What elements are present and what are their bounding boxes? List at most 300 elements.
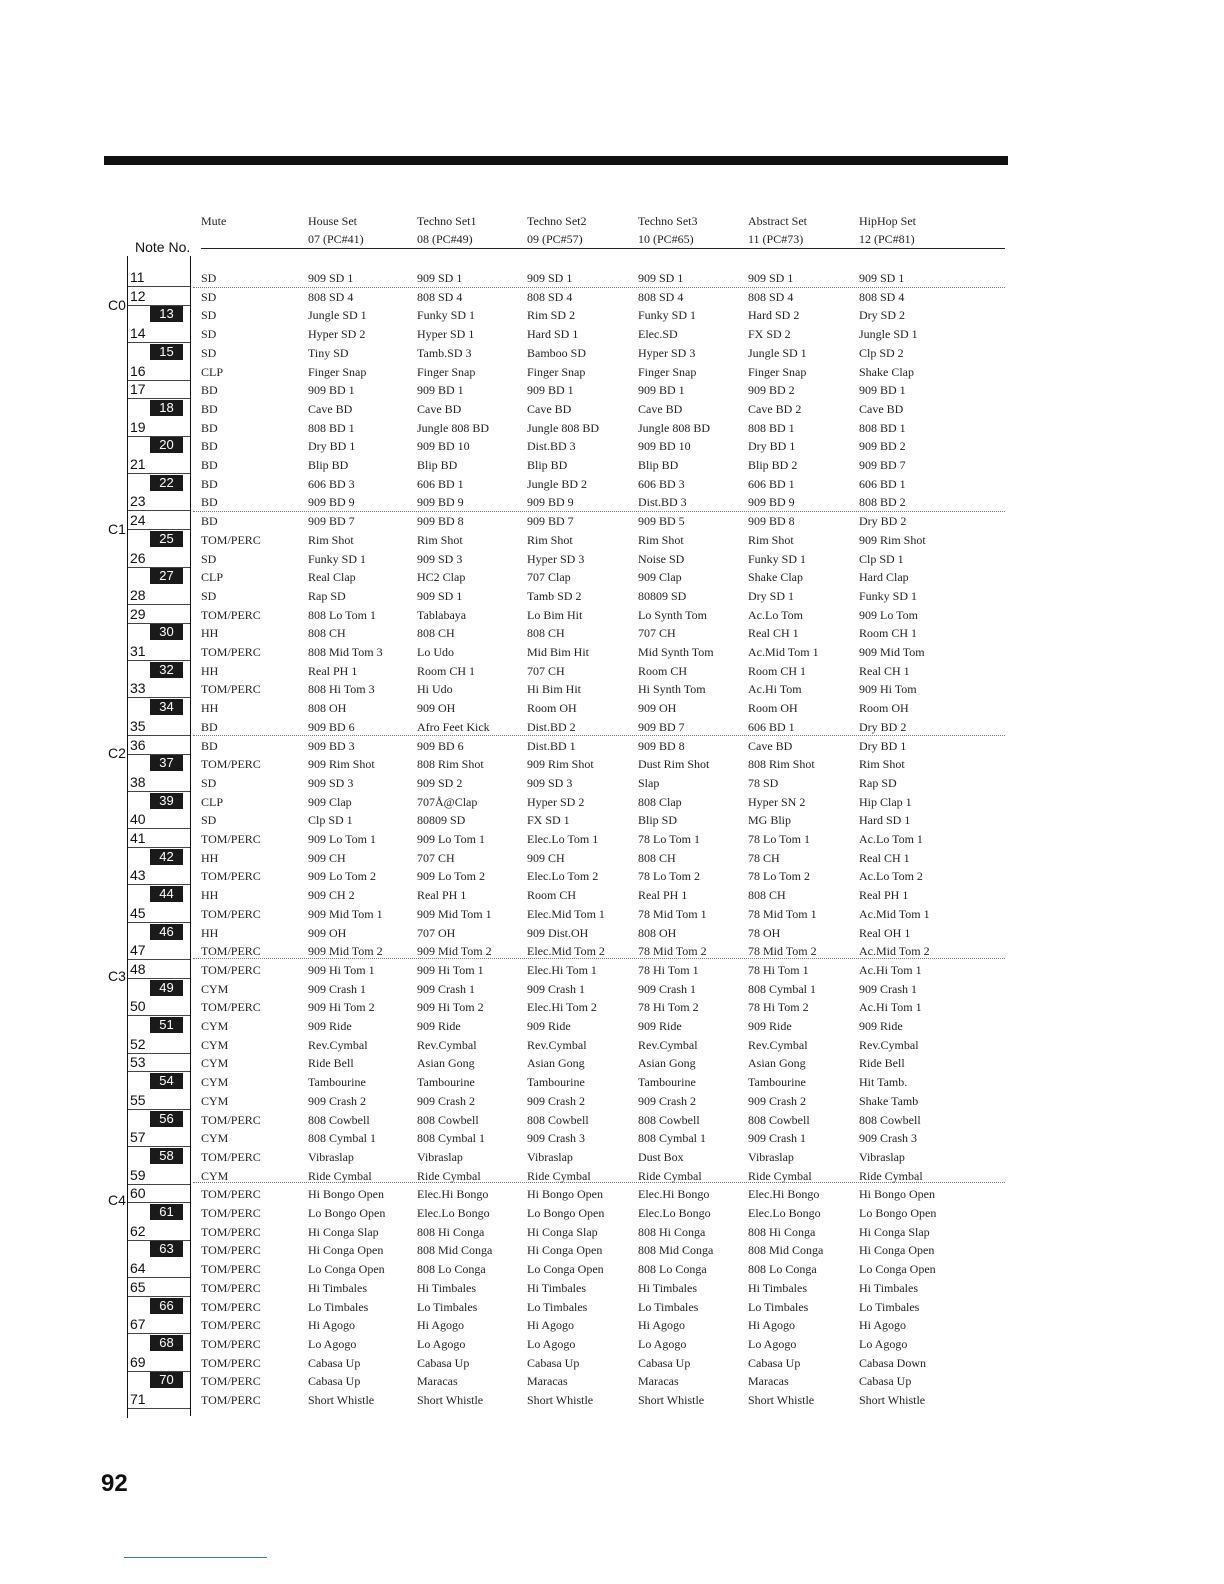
sound-cell: 78 Lo Tom 2 <box>638 869 700 884</box>
mute-group-cell: CYM <box>201 1075 229 1090</box>
sound-cell: 808 Mid Tom 3 <box>308 645 383 659</box>
sound-cell: 78 Mid Tom 2 <box>748 944 817 959</box>
sound-cell: Mid Synth Tom <box>638 645 714 659</box>
white-key-note-number: 24 <box>130 512 146 529</box>
white-key-note-number: 21 <box>130 456 146 472</box>
table-row <box>0 997 1224 1016</box>
sound-cell: 909 Crash 1 <box>859 981 917 996</box>
sound-cell: Hi Timbales <box>417 1280 477 1295</box>
white-key-note-number: 36 <box>130 736 146 753</box>
sound-cell: 909 Hi Tom 1 <box>308 962 375 977</box>
sound-cell: 909 Lo Tom 1 <box>308 832 376 846</box>
sound-cell: 707 Clap <box>527 570 571 585</box>
table-row <box>0 810 1224 829</box>
white-key-note-number: 19 <box>130 418 146 435</box>
table-row <box>0 792 1224 811</box>
white-key-note-number: 40 <box>130 811 146 828</box>
sound-cell: 909 BD 7 <box>308 514 355 529</box>
sound-cell: Lo Agogo <box>308 1336 357 1351</box>
sound-cell: Blip BD 2 <box>748 458 798 472</box>
sound-cell: Rim Shot <box>308 532 354 547</box>
sound-cell: Elec.Lo Tom 1 <box>527 832 599 846</box>
sound-cell: Ride Cymbal <box>527 1168 591 1183</box>
sound-cell: 808 OH <box>308 701 347 716</box>
table-row <box>0 474 1224 493</box>
sound-cell: Hi Conga Slap <box>308 1224 379 1239</box>
white-key-note-number: 50 <box>130 998 146 1015</box>
sound-cell: Hi Bongo Open <box>308 1187 384 1202</box>
sound-cell: Ride Cymbal <box>859 1168 923 1183</box>
sound-cell: 909 Crash 1 <box>527 981 585 996</box>
sound-cell: Hyper SD 3 <box>527 551 585 566</box>
sound-cell: Dry BD 1 <box>748 439 796 454</box>
sound-cell: Lo Timbales <box>308 1299 369 1314</box>
mute-group-cell: TOM/PERC <box>201 1112 261 1127</box>
sound-cell: Ride Bell <box>308 1056 354 1071</box>
table-row <box>0 1147 1224 1166</box>
sound-cell: Hard SD 1 <box>527 327 579 342</box>
sound-cell: Funky SD 1 <box>638 308 697 323</box>
table-row <box>0 1278 1224 1297</box>
sound-cell: Dry BD 2 <box>859 719 907 734</box>
table-row <box>0 586 1224 605</box>
sound-cell: 808 SD 4 <box>417 289 463 304</box>
mute-group-cell: CYM <box>201 1037 229 1052</box>
table-row <box>0 436 1224 455</box>
sound-cell: Dust Rim Shot <box>638 757 710 772</box>
mute-group-cell: CYM <box>201 981 229 996</box>
mute-group-cell: SD <box>201 588 217 603</box>
sound-cell: Cabasa Up <box>748 1355 801 1370</box>
header-col-hiphop-set: HipHop Set 12 (PC#81) <box>859 214 916 246</box>
sound-cell: 808 Mid Conga <box>748 1243 824 1258</box>
table-row <box>0 343 1224 362</box>
sound-cell: Rim Shot <box>859 757 905 772</box>
sound-cell: Rim Shot <box>748 532 794 547</box>
sound-cell: 808 SD 4 <box>748 289 794 304</box>
white-key-note-number: 31 <box>130 643 146 659</box>
black-key-note-number: 18 <box>150 400 183 416</box>
sound-cell: Ride Cymbal <box>308 1168 372 1183</box>
sound-cell: 909 BD 9 <box>308 495 355 510</box>
mute-group-cell: HH <box>201 663 219 678</box>
mute-group-cell: BD <box>201 495 218 510</box>
white-key-note-number: 12 <box>130 287 146 304</box>
sound-cell: Dist.BD 2 <box>527 719 576 734</box>
sound-cell: Afro Feet Kick <box>417 719 490 734</box>
mute-group-cell: TOM/PERC <box>201 962 261 977</box>
sound-cell: Real PH 1 <box>859 888 909 903</box>
sound-cell: Hi Agogo <box>527 1318 575 1333</box>
table-row <box>0 1390 1224 1409</box>
sound-cell: 909 Crash 2 <box>417 1093 475 1108</box>
sound-cell: 909 BD 1 <box>417 383 464 398</box>
table-row <box>0 268 1224 287</box>
sound-cell: Asian Gong <box>527 1056 585 1071</box>
sound-cell: Hyper SD 3 <box>638 345 696 360</box>
sound-cell: Room CH 1 <box>748 663 807 678</box>
octave-label-c0: C0 <box>108 297 126 313</box>
table-row <box>0 866 1224 885</box>
mute-group-cell: SD <box>201 327 217 342</box>
sound-cell: Lo Timbales <box>638 1299 699 1314</box>
mute-group-cell: TOM/PERC <box>201 832 261 846</box>
sound-cell: Lo Conga Open <box>859 1262 936 1277</box>
sound-cell: Real PH 1 <box>308 663 358 678</box>
mute-group-cell: SD <box>201 289 217 304</box>
sound-cell: 606 BD 1 <box>417 476 464 491</box>
sound-cell: 909 Mid Tom 2 <box>308 944 383 959</box>
sound-cell: 707 CH <box>638 626 676 641</box>
sound-cell: 909 Crash 1 <box>638 981 696 996</box>
mute-group-cell: TOM/PERC <box>201 1149 261 1164</box>
sound-cell: 808 Hi Conga <box>417 1224 485 1239</box>
sound-cell: 909 SD 3 <box>308 775 354 790</box>
table-row <box>0 960 1224 979</box>
mute-group-cell: SD <box>201 551 217 566</box>
sound-cell: 909 Hi Tom <box>859 682 917 697</box>
black-key-note-number: 39 <box>150 793 183 809</box>
sound-cell: Lo Agogo <box>859 1336 908 1351</box>
mute-group-cell: BD <box>201 476 218 491</box>
black-key-note-number: 25 <box>150 531 183 547</box>
sound-cell: Tambourine <box>638 1075 696 1090</box>
sound-cell: Elec.Hi Bongo <box>417 1187 489 1202</box>
mute-group-cell: TOM/PERC <box>201 1318 261 1333</box>
sound-cell: 909 BD 6 <box>417 738 464 753</box>
sound-cell: Cave BD <box>748 738 793 753</box>
sound-cell: 909 SD 3 <box>417 551 463 566</box>
sound-cell: 909 BD 1 <box>527 383 574 398</box>
sound-cell: Vibraslap <box>417 1149 463 1164</box>
mute-group-cell: TOM/PERC <box>201 1262 261 1277</box>
mute-group-cell: TOM/PERC <box>201 1187 261 1202</box>
octave-label-c4: C4 <box>108 1192 126 1208</box>
sound-cell: 606 BD 3 <box>308 476 355 491</box>
sound-cell: Hi Conga Slap <box>859 1224 930 1239</box>
sound-cell: Real CH 1 <box>859 850 910 865</box>
table-row <box>0 399 1224 418</box>
sound-cell: 808 Cymbal 1 <box>748 981 816 996</box>
mute-group-cell: CYM <box>201 1093 229 1108</box>
sound-cell: 808 SD 4 <box>308 289 354 304</box>
sound-cell: Room OH <box>859 701 909 716</box>
sound-cell: Hard Clap <box>859 570 909 585</box>
sound-cell: Elec.Hi Bongo <box>748 1187 820 1202</box>
sound-cell: Lo Bongo Open <box>308 1206 386 1220</box>
sound-cell: 808 CH <box>308 626 346 641</box>
sound-cell: Real Clap <box>308 570 356 585</box>
sound-cell: 808 Clap <box>638 794 682 809</box>
sound-cell: Slap <box>638 775 660 790</box>
black-key-note-number: 56 <box>150 1111 183 1127</box>
sound-cell: Cave BD <box>308 401 353 416</box>
white-key-note-number: 35 <box>130 717 146 734</box>
mute-group-cell: TOM/PERC <box>201 906 261 921</box>
sound-cell: 909 Clap <box>638 570 682 585</box>
sound-cell: Vibraslap <box>308 1149 354 1164</box>
sound-cell: 808 Hi Tom 3 <box>308 682 375 697</box>
sound-cell: 909 Hi Tom 2 <box>308 1000 375 1015</box>
sound-cell: 606 BD 3 <box>638 476 685 491</box>
mute-group-cell: BD <box>201 383 218 398</box>
sound-cell: 808 Cowbell <box>417 1112 479 1127</box>
black-key-note-number: 37 <box>150 755 183 771</box>
sound-cell: Dust Box <box>638 1149 684 1164</box>
white-key-note-number: 57 <box>130 1129 146 1146</box>
sound-cell: 78 Lo Tom 1 <box>748 832 810 846</box>
sound-cell: Asian Gong <box>417 1056 475 1071</box>
sound-cell: Finger Snap <box>638 364 697 379</box>
sound-cell: Hi Bim Hit <box>527 682 582 697</box>
black-key-note-number: 58 <box>150 1148 183 1164</box>
table-row <box>0 623 1224 642</box>
sound-cell: Ac.Hi Tom 1 <box>859 962 922 977</box>
black-key-note-number: 30 <box>150 624 183 640</box>
sound-cell: Room OH <box>527 701 577 716</box>
sound-cell: 909 Crash 2 <box>748 1093 806 1108</box>
sound-cell: Jungle BD 2 <box>527 476 587 491</box>
white-key-note-number: 47 <box>130 942 146 959</box>
sound-cell: Elec.Mid Tom 2 <box>527 944 605 959</box>
sound-cell: Rap SD <box>308 588 346 603</box>
mute-group-cell: TOM/PERC <box>201 1374 261 1389</box>
sound-cell: 909 Mid Tom 1 <box>308 906 383 921</box>
sound-cell: Mid Bim Hit <box>527 645 590 659</box>
white-key-note-number: 11 <box>130 269 145 285</box>
sound-cell: Ride Bell <box>859 1056 905 1071</box>
sound-cell: Elec.Lo Bongo <box>417 1206 490 1220</box>
sound-cell: 78 Hi Tom 1 <box>748 962 809 977</box>
sound-cell: Rev.Cymbal <box>308 1037 368 1052</box>
sound-cell: Cave BD <box>417 401 462 416</box>
sound-cell: 707 CH <box>417 850 455 865</box>
table-row <box>0 829 1224 848</box>
mute-group-cell: TOM/PERC <box>201 1336 261 1351</box>
table-row <box>0 717 1224 736</box>
sound-cell: 707Å@Clap <box>417 794 478 809</box>
sound-cell: 808 BD 2 <box>859 495 906 510</box>
mute-group-cell: SD <box>201 775 217 790</box>
sound-cell: 78 OH <box>748 925 781 940</box>
table-row <box>0 1353 1224 1372</box>
sound-cell: Cabasa Up <box>527 1355 580 1370</box>
sound-cell: 808 Lo Conga <box>638 1262 707 1277</box>
sound-cell: Shake Clap <box>748 570 803 585</box>
white-key-note-number: 67 <box>130 1316 146 1333</box>
sound-cell: 808 Cowbell <box>308 1112 370 1127</box>
white-key-note-number: 16 <box>130 362 146 379</box>
black-key-note-number: 32 <box>150 662 183 678</box>
table-row <box>0 418 1224 437</box>
sound-cell: 909 Ride <box>859 1019 903 1033</box>
black-key-note-number: 46 <box>150 924 183 940</box>
mute-group-cell: TOM/PERC <box>201 1000 261 1015</box>
white-key-note-number: 60 <box>130 1185 146 1202</box>
white-key-note-number: 41 <box>130 830 146 846</box>
sound-cell: Hard SD 1 <box>859 813 911 828</box>
sound-cell: 909 SD 1 <box>748 271 794 285</box>
table-row <box>0 324 1224 343</box>
sound-cell: Bamboo SD <box>527 345 587 360</box>
black-key-note-number: 49 <box>150 980 183 996</box>
sound-cell: Elec.Lo Bongo <box>748 1206 821 1220</box>
table-row <box>0 1166 1224 1185</box>
sound-cell: 909 Mid Tom 1 <box>417 906 492 921</box>
sound-cell: Rim SD 2 <box>527 308 576 323</box>
sound-cell: 707 OH <box>417 925 456 940</box>
sound-cell: 909 SD 1 <box>859 271 905 285</box>
sound-cell: 909 Crash 2 <box>527 1093 585 1108</box>
sound-cell: 78 Lo Tom 1 <box>638 832 700 846</box>
mute-group-cell: BD <box>201 401 218 416</box>
black-key-note-number: 68 <box>150 1335 183 1351</box>
sound-cell: Real PH 1 <box>417 888 467 903</box>
sound-cell: Elec.Lo Tom 2 <box>527 869 599 884</box>
table-row <box>0 1072 1224 1091</box>
sound-cell: Rap SD <box>859 775 897 790</box>
sound-cell: Finger Snap <box>748 364 807 379</box>
sound-cell: Rev.Cymbal <box>527 1037 587 1052</box>
sound-cell: 909 Hi Tom 1 <box>417 962 484 977</box>
mute-group-cell: TOM/PERC <box>201 532 261 547</box>
sound-cell: 909 Crash 1 <box>417 981 475 996</box>
sound-cell: 78 Lo Tom 2 <box>748 869 810 884</box>
sound-cell: Ride Cymbal <box>417 1168 481 1183</box>
sound-cell: Room OH <box>748 701 798 716</box>
sound-cell: Jungle 808 BD <box>527 420 599 435</box>
sound-cell: Lo Bongo Open <box>527 1206 605 1220</box>
sound-cell: Clp SD 1 <box>308 813 353 828</box>
sound-cell: 808 SD 4 <box>527 289 573 304</box>
table-row <box>0 1110 1224 1129</box>
sound-cell: 78 Mid Tom 2 <box>638 944 707 959</box>
sound-cell: Real PH 1 <box>638 888 688 903</box>
sound-cell: Dry SD 2 <box>859 308 906 323</box>
sound-cell: Tambourine <box>748 1075 806 1090</box>
table-row <box>0 549 1224 568</box>
sound-cell: Tambourine <box>308 1075 366 1090</box>
sound-cell: 909 Lo Tom 2 <box>417 869 485 884</box>
sound-cell: Hi Udo <box>417 682 453 697</box>
table-row <box>0 1016 1224 1035</box>
sound-cell: Cave BD <box>859 401 904 416</box>
sound-cell: Finger Snap <box>527 364 586 379</box>
sound-cell: 909 Lo Tom 1 <box>417 832 485 846</box>
black-key-note-number: 20 <box>150 437 183 453</box>
mute-group-cell: BD <box>201 420 218 435</box>
sound-cell: 808 Lo Conga <box>417 1262 486 1277</box>
white-key-note-number: 55 <box>130 1091 146 1108</box>
sound-cell: Dist.BD 3 <box>527 439 576 454</box>
table-row <box>0 1334 1224 1353</box>
sound-cell: 909 BD 7 <box>638 719 685 734</box>
sound-cell: 909 Ride <box>308 1019 352 1033</box>
sound-cell: Lo Timbales <box>417 1299 478 1314</box>
sound-cell: Lo Bim Hit <box>527 607 583 622</box>
sound-cell: Maracas <box>527 1374 568 1389</box>
mute-group-cell: CYM <box>201 1168 229 1183</box>
mute-group-cell: HH <box>201 850 219 865</box>
sound-cell: Ac.Lo Tom <box>748 607 803 622</box>
sound-cell: Cabasa Up <box>859 1374 912 1389</box>
table-row <box>0 287 1224 306</box>
sound-cell: 808 OH <box>638 925 677 940</box>
mute-group-cell: SD <box>201 813 217 828</box>
sound-cell: Rev.Cymbal <box>417 1037 477 1052</box>
sound-cell: 808 Cowbell <box>638 1112 700 1127</box>
sound-cell: 909 SD 3 <box>527 775 573 790</box>
table-row <box>0 923 1224 942</box>
sound-cell: 606 BD 1 <box>748 476 795 491</box>
sound-cell: Lo Agogo <box>527 1336 576 1351</box>
sound-cell: Ac.Lo Tom 2 <box>859 869 923 884</box>
sound-cell: 909 BD 1 <box>308 383 355 398</box>
table-row <box>0 642 1224 661</box>
sound-cell: Elec.SD <box>638 327 678 342</box>
table-row <box>0 1203 1224 1222</box>
table-row <box>0 736 1224 755</box>
sound-cell: Blip BD <box>638 458 679 472</box>
table-row <box>0 904 1224 923</box>
sound-cell: 808 Mid Conga <box>638 1243 714 1258</box>
sound-cell: 808 CH <box>527 626 565 641</box>
white-key-note-number: 28 <box>130 586 146 603</box>
sound-cell: 909 SD 1 <box>527 271 573 285</box>
sound-cell: Elec.Hi Tom 1 <box>527 962 597 977</box>
sound-cell: Hyper SD 2 <box>527 794 585 809</box>
mute-group-cell: TOM/PERC <box>201 944 261 959</box>
sound-cell: Jungle 808 BD <box>638 420 710 435</box>
sound-cell: Lo Conga Open <box>308 1262 385 1277</box>
sound-cell: 909 Dist.OH <box>527 925 589 940</box>
sound-cell: 909 Mid Tom 2 <box>417 944 492 959</box>
sound-cell: 909 Lo Tom 2 <box>308 869 376 884</box>
sound-cell: 909 Crash 1 <box>308 981 366 996</box>
sound-cell: 78 Hi Tom 2 <box>638 1000 699 1015</box>
sound-cell: Hip Clap 1 <box>859 794 912 809</box>
mute-group-cell: CYM <box>201 1019 229 1033</box>
sound-cell: Dry SD 1 <box>748 588 795 603</box>
sound-cell: 909 BD 2 <box>859 439 906 454</box>
sound-cell: Rim Shot <box>417 532 463 547</box>
mute-group-cell: SD <box>201 345 217 360</box>
mute-group-cell: CYM <box>201 1056 229 1071</box>
sound-cell: 808 Rim Shot <box>748 757 815 772</box>
sound-cell: 78 Hi Tom 2 <box>748 1000 809 1015</box>
sound-cell: Lo Agogo <box>417 1336 466 1351</box>
sound-cell: 808 Lo Tom 1 <box>308 607 376 622</box>
white-key-note-number: 29 <box>130 605 146 622</box>
sound-cell: 909 BD 9 <box>417 495 464 510</box>
sound-cell: Room CH <box>527 888 577 903</box>
note-no-label: Note No. <box>135 239 191 255</box>
sound-cell: 808 Lo Conga <box>748 1262 817 1277</box>
sound-cell: Hi Conga Slap <box>527 1224 598 1239</box>
sound-cell: Ac.Hi Tom <box>748 682 802 697</box>
mute-group-cell: HH <box>201 626 219 641</box>
sound-cell: Hi Conga Open <box>859 1243 935 1258</box>
sound-cell: Hi Timbales <box>638 1280 698 1295</box>
sound-cell: 808 Cowbell <box>748 1112 810 1127</box>
sound-cell: 909 BD 10 <box>417 439 470 454</box>
sound-cell: Cave BD <box>527 401 572 416</box>
sound-cell: 808 CH <box>417 626 455 641</box>
sound-cell: Dry BD 2 <box>859 514 907 529</box>
mute-group-cell: HH <box>201 925 219 940</box>
table-row <box>0 1128 1224 1147</box>
table-row <box>0 1371 1224 1390</box>
